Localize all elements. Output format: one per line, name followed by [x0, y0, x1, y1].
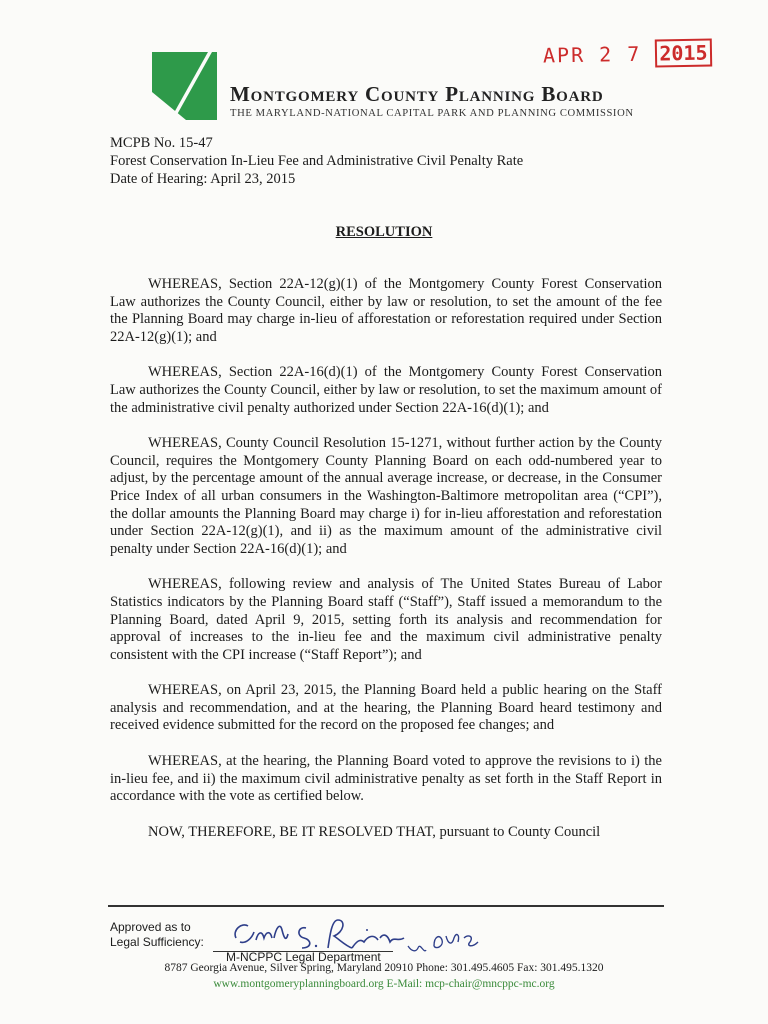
footer-web-contact: www.montgomeryplanningboard.org E-Mail: mcp-chair@mncppc-mc.org	[213, 978, 555, 990]
resolution-number: MCPB No. 15-47	[110, 135, 213, 151]
stamp-year: 2015	[656, 39, 713, 68]
approval-label	[110, 920, 204, 950]
date-stamp	[543, 41, 712, 68]
resolution-heading: RESOLUTION	[335, 224, 433, 240]
paragraph: WHEREAS, at the hearing, the Planning Board voted to approve the revisions to i) the in-lieu fee, and ii) the maximum civil administrative penalty as set forth in the Staff Report in accordance with the vote as certified below.	[110, 753, 662, 805]
paragraph: WHEREAS, County Council Resolution 15-1271, without further action by the County Council, requires the Montgomery County Planning Board on each odd-numbered year to adjust, by the percentage amount of the annual average increase, or decrease, in the Consumer Price Index of all urban consumers in the Washington-Baltimore metropolitan area (“CPI”), the dollar amounts the Planning Board may charge i) for in-lieu afforestation and reforestation under Section 22A-12(g)(1), and ii) as the maximum amount of the administrative civil penalty under Section 22A-16(d)(1); and	[110, 435, 662, 557]
stamp-date: APR 2 7	[543, 41, 642, 68]
org-title: Montgomery County Planning Board	[230, 82, 604, 106]
planning-board-logo-icon	[152, 52, 217, 120]
resolution-meta	[110, 134, 523, 188]
paragraph: NOW, THEREFORE, BE IT RESOLVED THAT, pursuant to County Council	[148, 823, 601, 840]
resolution-subject: Forest Conservation In-Lieu Fee and Administrative Civil Penalty Rate	[110, 153, 524, 169]
hearing-date: Date of Hearing: April 23, 2015	[110, 171, 296, 187]
resolution-body	[110, 276, 662, 859]
org-subtitle: THE MARYLAND-NATIONAL CAPITAL PARK AND PLANNING COMMISSION	[230, 108, 634, 119]
paragraph: WHEREAS, following review and analysis of The United States Bureau of Labor Statistics indicators by the Planning Board staff (“Staff”), Staff issued a memorandum to the Planning Board, dated April 9, 2015, setting forth its analysis and recommendation for approval of increases to the in-lieu fee and the maximum civil administrative penalty consistent with the CPI increase (“Staff Report”); and	[110, 576, 662, 663]
footer-divider	[108, 905, 664, 907]
legal-department: M-NCPPC Legal Department	[226, 950, 381, 964]
approved-line-1: Approved as to	[110, 920, 191, 934]
paragraph: WHEREAS, Section 22A-16(d)(1) of the Montgomery County Forest Conservation Law authorizes the County Council, either by law or resolution, to set the maximum amount of the administrative civil penalty authorized under Section 22A-16(d)(1); and	[110, 364, 662, 416]
approved-line-2: Legal Sufficiency:	[110, 935, 204, 949]
footer-address: 8787 Georgia Avenue, Silver Spring, Maryland 20910 Phone: 301.495.4605 Fax: 301.495.1320	[164, 962, 604, 974]
paragraph: WHEREAS, on April 23, 2015, the Planning Board held a public hearing on the Staff analysis and recommendation, and at the hearing, the Planning Board heard testimony and received evidence submitted for the record on the proposed fee changes; and	[110, 682, 662, 734]
paragraph: WHEREAS, Section 22A-12(g)(1) of the Montgomery County Forest Conservation Law authorizes the County Council, either by law or resolution, to set the amount of the fee the Planning Board may charge in-lieu of afforestation or reforestation required under Section 22A-12(g)(1); and	[110, 276, 662, 345]
